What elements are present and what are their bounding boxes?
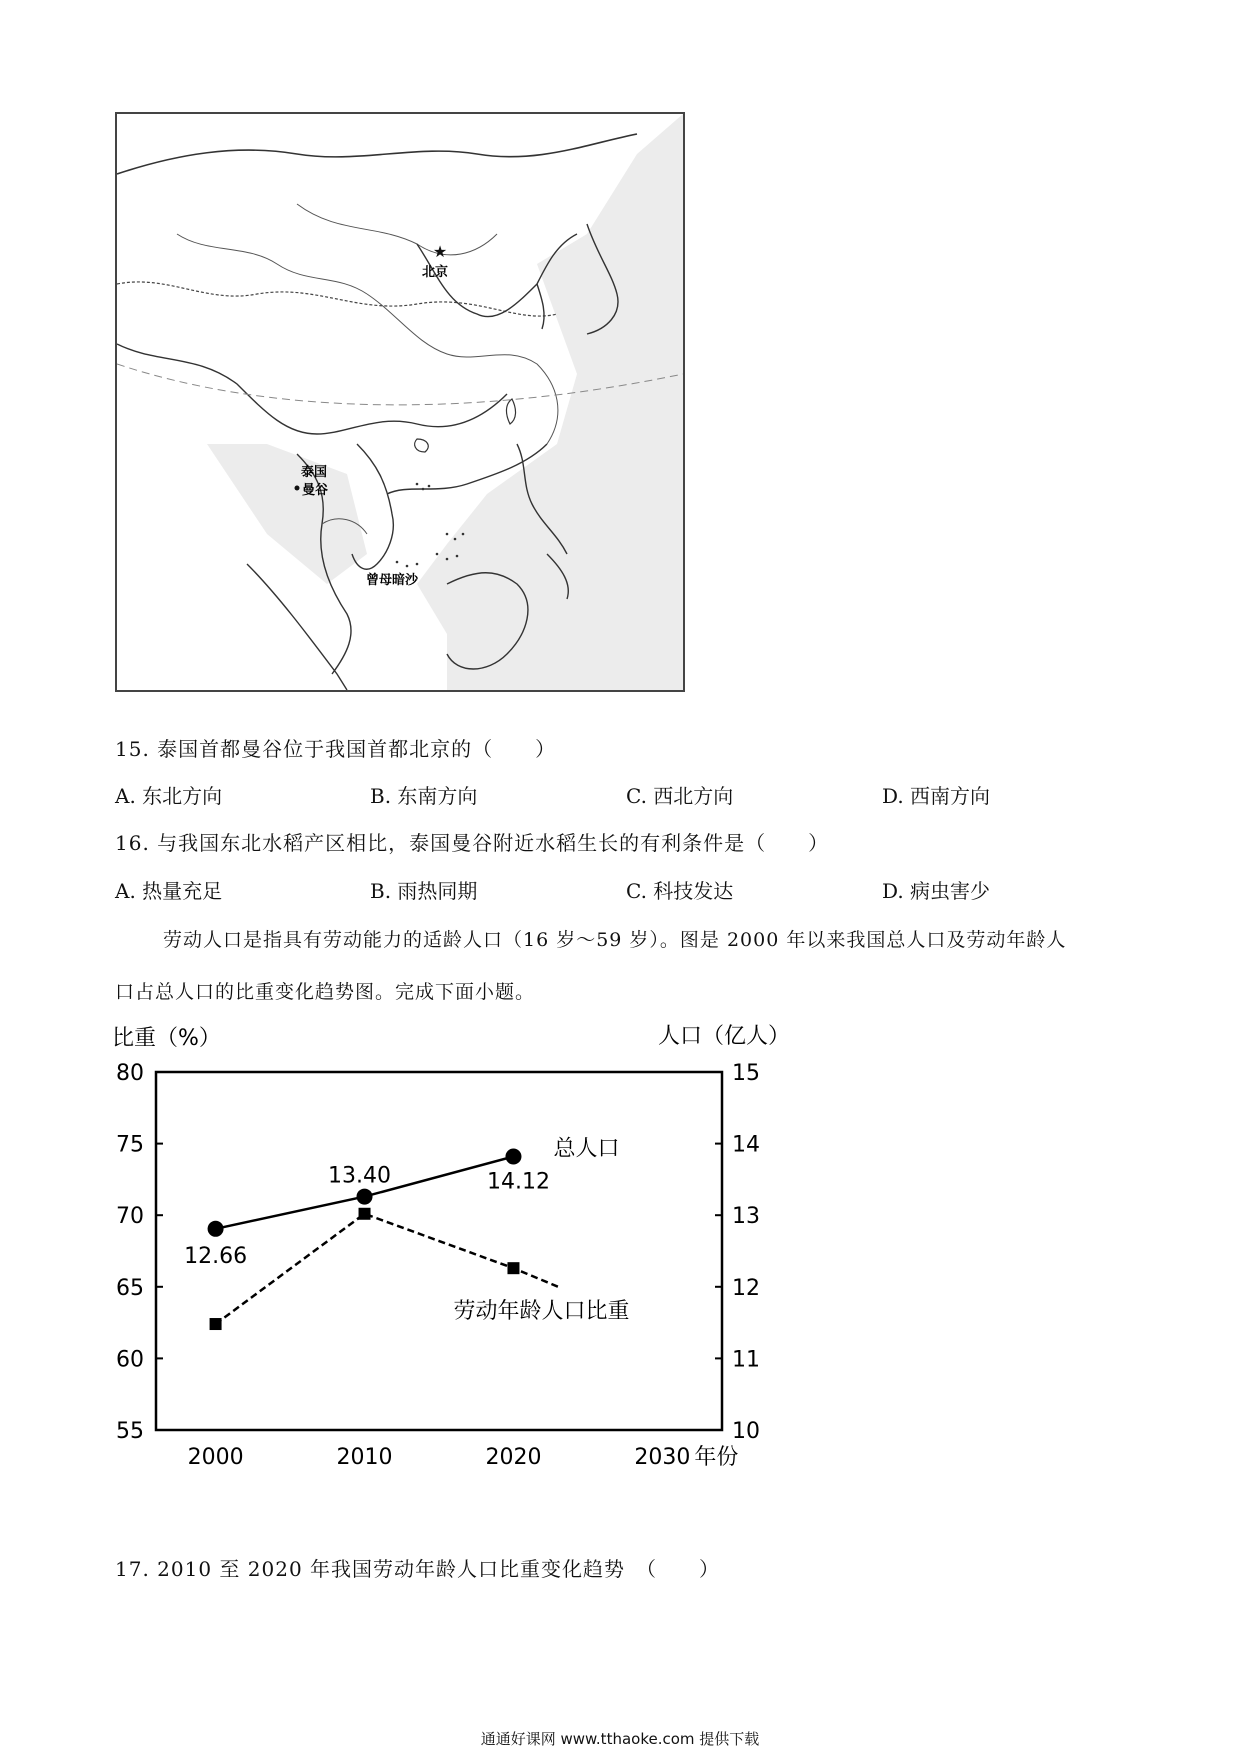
left-tick-label: 80 [116, 1061, 144, 1086]
left-tick-label: 75 [116, 1132, 144, 1158]
right-axis-title: 人口（亿人） [658, 1024, 791, 1049]
x-tick-label: 2010 [336, 1445, 393, 1470]
total-population-point [357, 1189, 373, 1205]
population-data-label: 14.12 [486, 1169, 550, 1195]
left-tick-label: 65 [116, 1275, 144, 1301]
q16-option-c[interactable]: C. 科技发达 [626, 879, 734, 903]
total-population-point [208, 1221, 224, 1237]
q16-option-d[interactable]: D. 病虫害少 [882, 879, 991, 903]
x-axis-ticks [188, 1445, 691, 1470]
q15-option-b[interactable]: B. 东南方向 [370, 784, 478, 808]
left-tick-label: 55 [116, 1419, 144, 1444]
map-label-bangkok: 曼谷 [301, 483, 329, 498]
passage-line-1: 劳动人口是指具有劳动能力的适龄人口（16 岁～59 岁）。图是 2000 年以来我国总人口及劳动年龄人 [163, 929, 1067, 951]
q15-option-a[interactable]: A. 东北方向 [115, 784, 223, 808]
left-tick-label: 70 [116, 1204, 144, 1230]
right-tick-label: 12 [732, 1275, 760, 1301]
series-label-labor-ratio: 劳动年龄人口比重 [453, 1299, 630, 1325]
q15-option-c[interactable]: C. 西北方向 [626, 784, 734, 808]
q15-option-d[interactable]: D. 西南方向 [882, 784, 991, 808]
x-tick-label: 2030 [634, 1445, 691, 1470]
asia-map [117, 114, 683, 690]
left-axis-title: 比重（%） [112, 1026, 221, 1051]
bangkok-dot-icon [295, 486, 300, 491]
q16-stem: 16. 与我国东北水稻产区相比，泰国曼谷附近水稻生长的有利条件是（ ） [115, 831, 830, 855]
right-tick-label: 11 [732, 1347, 760, 1373]
q16-option-a[interactable]: A. 热量充足 [115, 879, 223, 903]
footer-credit: 通通好课网 www.tthaoke.com 提供下载 [480, 1730, 760, 1748]
right-tick-label: 10 [732, 1419, 760, 1444]
map-label-thailand: 泰国 [300, 465, 328, 480]
population-data-label: 13.40 [328, 1163, 392, 1189]
right-tick-label: 13 [732, 1204, 760, 1230]
left-tick-label: 60 [116, 1347, 144, 1373]
passage-line-2: 口占总人口的比重变化趋势图。完成下面小题。 [115, 981, 536, 1003]
right-tick-label: 15 [732, 1061, 760, 1086]
population-chart [100, 1015, 820, 1475]
labor-ratio-point [210, 1318, 222, 1330]
labor-ratio-point [359, 1208, 371, 1220]
x-tick-label: 2020 [485, 1445, 542, 1470]
x-axis-unit: 年份 [694, 1445, 739, 1470]
asia-map-figure [115, 112, 685, 692]
series-label-total-population: 总人口 [553, 1136, 620, 1162]
q15-stem: 15. 泰国首都曼谷位于我国首都北京的（ ） [115, 737, 557, 761]
q17-stem: 17. 2010 至 2020 年我国劳动年龄人口比重变化趋势 （ ） [115, 1557, 721, 1581]
map-label-zengmu: 曾母暗沙 [365, 573, 419, 588]
labor-ratio-point [507, 1262, 519, 1274]
population-data-label: 12.66 [184, 1243, 248, 1269]
q16-option-b[interactable]: B. 雨热同期 [370, 879, 478, 903]
right-tick-label: 14 [732, 1132, 760, 1158]
series-layer [184, 1136, 629, 1330]
total-population-point [505, 1148, 521, 1164]
beijing-star-icon: ★ [432, 242, 448, 261]
map-label-beijing: 北京 [421, 265, 449, 280]
x-tick-label: 2000 [187, 1445, 244, 1470]
